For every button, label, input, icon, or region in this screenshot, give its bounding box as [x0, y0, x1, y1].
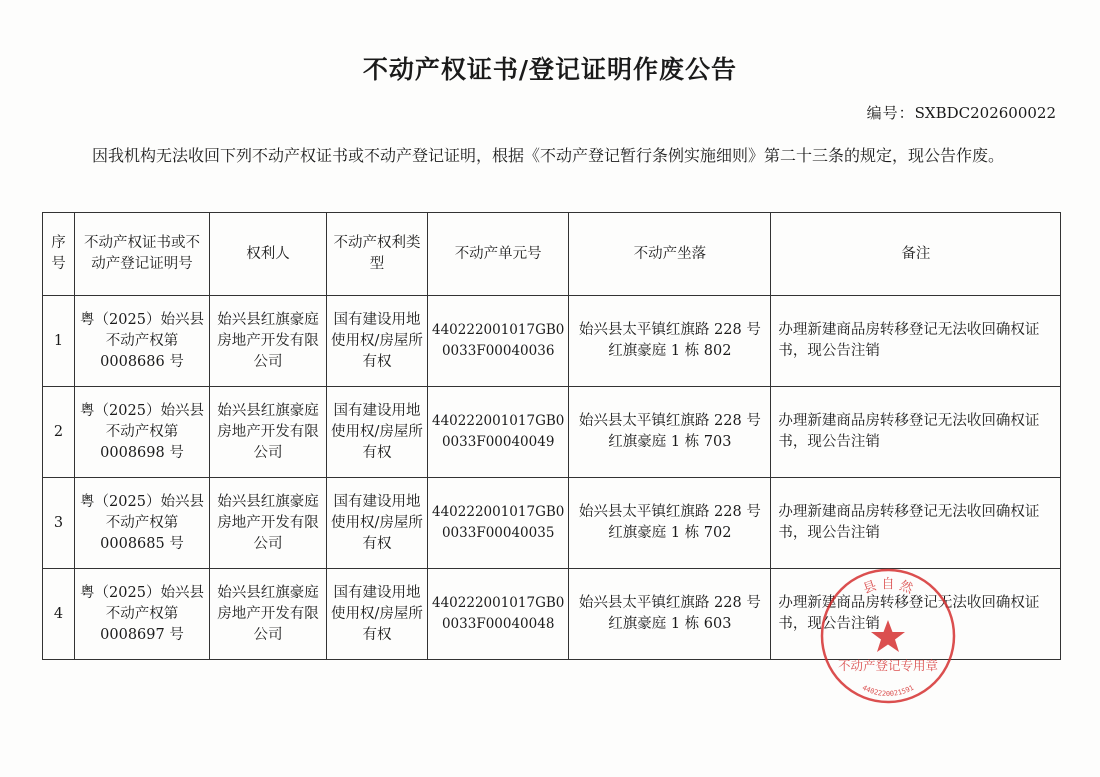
seal-top-text: 县 自 然	[861, 577, 915, 598]
unit-number-line2: 0033F00040049	[441, 434, 555, 450]
certificate-number	[75, 296, 210, 387]
certificate-number-line2: 不动产权第	[105, 605, 179, 622]
table-row	[43, 296, 1061, 387]
unit-number-line2: 0033F00040036	[441, 343, 555, 359]
unit-number	[428, 296, 569, 387]
property-location	[569, 296, 771, 387]
row-index: 2	[43, 387, 75, 478]
seal-code: 4402220021591	[860, 683, 916, 698]
location-line2: 红旗豪庭 1 栋 702	[608, 525, 732, 541]
unit-number-line1: 440222001017GB0	[432, 504, 565, 520]
certificate-number-line3: 0008686 号	[100, 353, 184, 370]
property-location	[569, 387, 771, 478]
document-number-label: 编号：	[866, 104, 915, 122]
certificate-number-line2: 不动产权第	[105, 332, 179, 349]
header-certificate-no: 不动产权证书或不动产登记证明号	[75, 213, 210, 296]
unit-number	[428, 478, 569, 569]
unit-number-line1: 440222001017GB0	[432, 413, 565, 429]
row-index: 1	[43, 296, 75, 387]
official-seal-stamp	[818, 566, 958, 706]
header-unit-no: 不动产单元号	[428, 213, 569, 296]
unit-number-line1: 440222001017GB0	[432, 322, 565, 338]
certificate-number-line3: 0008697 号	[100, 626, 184, 643]
intro-paragraph: 因我机构无法收回下列不动产权证书或不动产登记证明，根据《不动产登记暂行条例实施细则》第二十三条的规定，现公告作废。	[92, 146, 1005, 165]
unit-number	[428, 569, 569, 660]
header-remarks: 备注	[771, 213, 1061, 296]
remarks: 办理新建商品房转移登记无法收回确权证书，现公告注销	[771, 478, 1061, 569]
remarks: 办理新建商品房转移登记无法收回确权证书，现公告注销	[771, 569, 1061, 660]
location-line1: 始兴县太平镇红旗路 228 号	[578, 595, 761, 611]
certificate-number-line1: 粤（2025）始兴县	[80, 402, 204, 419]
location-line1: 始兴县太平镇红旗路 228 号	[578, 413, 761, 429]
table-header-row	[43, 213, 1061, 296]
remarks: 办理新建商品房转移登记无法收回确权证书，现公告注销	[771, 296, 1061, 387]
certificate-number-line3: 0008685 号	[100, 535, 184, 552]
right-holder: 始兴县红旗豪庭房地产开发有限公司	[210, 478, 327, 569]
unit-number-line2: 0033F00040048	[441, 616, 555, 632]
location-line1: 始兴县太平镇红旗路 228 号	[578, 322, 761, 338]
right-holder: 始兴县红旗豪庭房地产开发有限公司	[210, 387, 327, 478]
table-row	[43, 478, 1061, 569]
unit-number	[428, 387, 569, 478]
right-type: 国有建设用地使用权/房屋所有权	[327, 569, 428, 660]
seal-star-icon	[871, 620, 905, 652]
unit-number-line1: 440222001017GB0	[432, 595, 565, 611]
certificate-number-line2: 不动产权第	[105, 514, 179, 531]
property-location	[569, 569, 771, 660]
location-line2: 红旗豪庭 1 栋 603	[608, 616, 732, 632]
right-type: 国有建设用地使用权/房屋所有权	[327, 478, 428, 569]
certificate-number	[75, 478, 210, 569]
certificate-number	[75, 569, 210, 660]
certificate-number-line2: 不动产权第	[105, 423, 179, 440]
certificate-number-line1: 粤（2025）始兴县	[80, 311, 204, 328]
right-holder: 始兴县红旗豪庭房地产开发有限公司	[210, 296, 327, 387]
page-title: 不动产权证书/登记证明作废公告	[362, 55, 738, 84]
location-line2: 红旗豪庭 1 栋 703	[608, 434, 732, 450]
table-row	[43, 387, 1061, 478]
right-holder: 始兴县红旗豪庭房地产开发有限公司	[210, 569, 327, 660]
header-right-type: 不动产权利类型	[327, 213, 428, 296]
header-index: 序号	[43, 213, 75, 296]
seal-bottom-text: 不动产登记专用章	[837, 658, 939, 673]
unit-number-line2: 0033F00040035	[441, 525, 555, 541]
certificate-number-line1: 粤（2025）始兴县	[80, 493, 204, 510]
header-location: 不动产坐落	[569, 213, 771, 296]
document-number-value: SXBDC202600022	[914, 104, 1056, 122]
location-line2: 红旗豪庭 1 栋 802	[608, 343, 732, 359]
right-type: 国有建设用地使用权/房屋所有权	[327, 387, 428, 478]
row-index: 4	[43, 569, 75, 660]
certificate-number-line3: 0008698 号	[100, 444, 184, 461]
document-number	[867, 102, 1056, 123]
certificate-number	[75, 387, 210, 478]
remarks: 办理新建商品房转移登记无法收回确权证书，现公告注销	[771, 387, 1061, 478]
right-type: 国有建设用地使用权/房屋所有权	[327, 296, 428, 387]
location-line1: 始兴县太平镇红旗路 228 号	[578, 504, 761, 520]
header-right-holder: 权利人	[210, 213, 327, 296]
property-location	[569, 478, 771, 569]
certificate-number-line1: 粤（2025）始兴县	[80, 584, 204, 601]
row-index: 3	[43, 478, 75, 569]
